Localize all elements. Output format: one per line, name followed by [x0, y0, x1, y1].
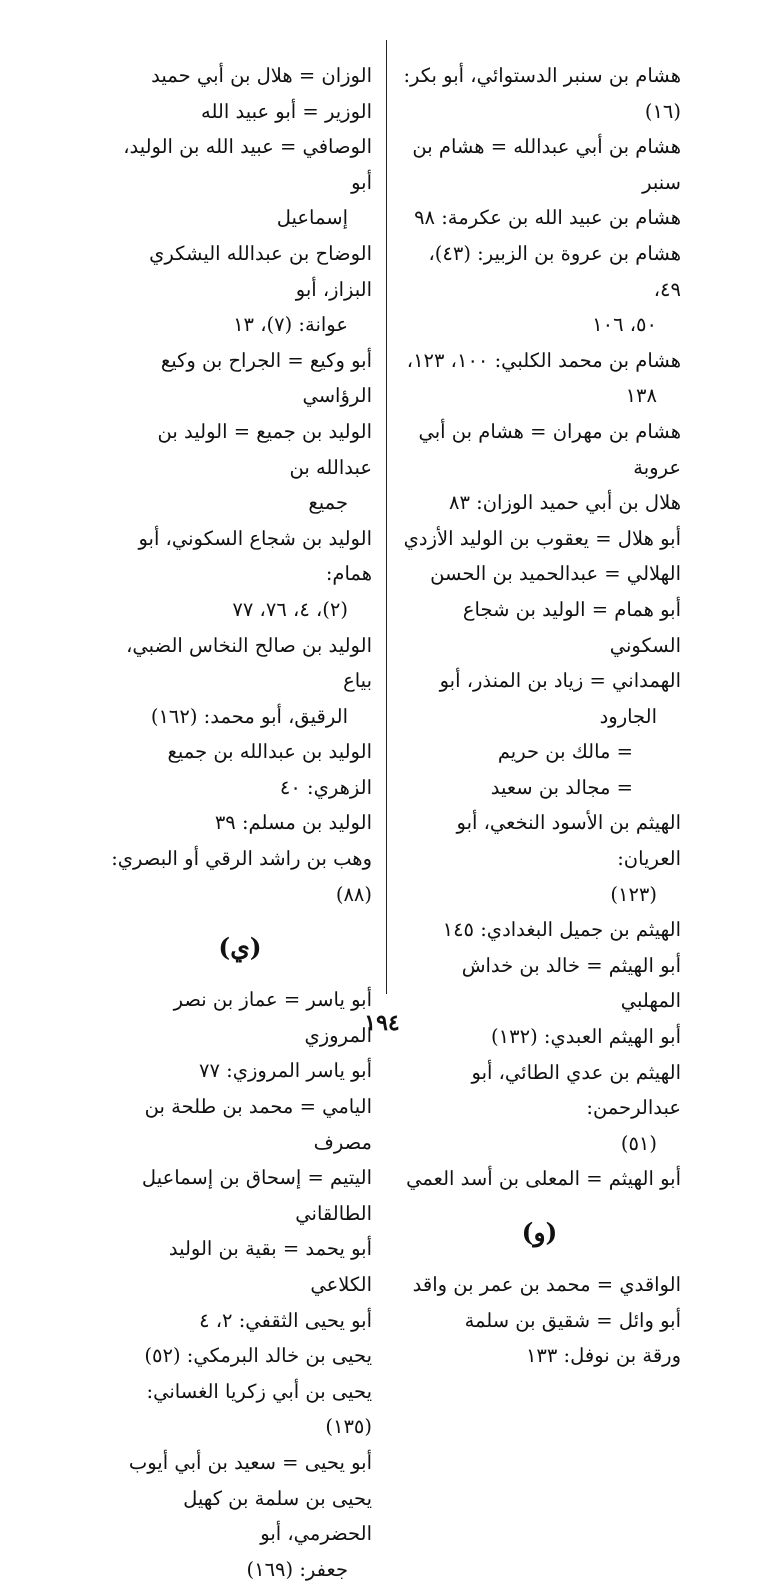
- index-entry: أبو يحيى الثقفي: ٢، ٤: [199, 1308, 372, 1332]
- index-entry: يحيى بن سلمة بن كهيل الحضرمي، أبو: [183, 1486, 372, 1546]
- index-entry: ورقة بن نوفل: ١٣٣: [525, 1344, 681, 1368]
- index-entry: يحيى بن خالد البرمكي: (٥٢): [144, 1344, 372, 1368]
- index-entry-continuation: (٥١): [620, 1131, 657, 1155]
- index-entry-continuation: (٢)، ٤، ٧٦، ٧٧: [232, 597, 348, 621]
- section-heading: (و): [521, 1218, 558, 1247]
- index-entry: الهيثم بن عدي الطائي، أبو عبدالرحمن:: [471, 1060, 681, 1120]
- index-entry: وهب بن راشد الرقي أو البصري: (٨٨): [111, 847, 372, 906]
- page-number: ١٩٤: [364, 1010, 400, 1036]
- index-entry: أبو هلال = يعقوب بن الوليد الأزدي: [403, 526, 681, 550]
- index-entry-continuation: (١٢٣): [610, 882, 657, 906]
- index-entry-continuation: جعفر: (١٦٩): [246, 1557, 348, 1581]
- index-entry: الوزير = أبو عبيد الله: [201, 99, 372, 123]
- index-entry: الوصافي = عبيد الله بن الوليد، أبو: [123, 135, 372, 194]
- index-entry: الهلالي = عبدالحميد بن الحسن: [430, 562, 681, 586]
- index-entry: أبو وكيع = الجراح بن وكيع الرؤاسي: [160, 348, 372, 408]
- index-entry: هلال بن أبي حميد الوزان: ٨٣: [448, 491, 681, 515]
- index-column-left: [108, 58, 372, 1587]
- section-heading: (ي): [218, 933, 262, 963]
- index-entry: الوضاح بن عبدالله اليشكري البزاز، أبو: [149, 241, 372, 301]
- index-column-right: [398, 58, 681, 1374]
- index-entry: هشام بن سنبر الدستوائي، أبو بكر: (١٦): [403, 64, 681, 123]
- index-entry: هشام بن محمد الكلبي: ١٠٠، ١٢٣،: [406, 348, 681, 372]
- index-entry: أبو همام = الوليد بن شجاع السكوني: [462, 597, 681, 657]
- index-entry: الوليد بن مسلم: ٣٩: [214, 811, 372, 835]
- index-entry: الوليد بن شجاع السكوني، أبو همام:: [138, 526, 372, 586]
- index-entry: أبو ياسر المروزي: ٧٧: [199, 1059, 372, 1083]
- index-entry: هشام بن أبي عبدالله = هشام بن سنبر: [412, 135, 681, 194]
- index-entry: الوليد بن جميع = الوليد بن عبدالله بن: [157, 419, 372, 479]
- index-entry: يحيى بن أبي زكريا الغساني: (١٣٥): [146, 1379, 372, 1439]
- index-entry-continuation: ١٣٨: [625, 384, 657, 408]
- index-entry: الواقدي = محمد بن عمر بن واقد: [412, 1273, 681, 1296]
- index-entry: أبو ياسر = عماز بن نصر المروزي: [173, 988, 372, 1047]
- index-entry: الهمداني = زياد بن المنذر، أبو: [439, 669, 681, 693]
- index-entry-continuation: عوانة: (٧)، ١٣: [233, 313, 348, 337]
- index-entry-continuation: جميع: [308, 491, 348, 515]
- index-entry-continuation: الرقيق، أبو محمد: (١٦٢): [150, 704, 348, 728]
- index-entry: أبو الهيثم = المعلى بن أسد العمي: [406, 1167, 681, 1191]
- index-entry: أبو يحمد = بقية بن الوليد الكلاعي: [168, 1237, 372, 1296]
- index-entry: هشام بن عروة بن الزبير: (٤٣)، ٤٩،: [428, 241, 681, 301]
- index-entry-continuation: إسماعيل: [276, 206, 348, 230]
- index-entry-continuation: ٥٠، ١٠٦: [592, 313, 657, 337]
- index-entry-continuation: الجارود: [599, 704, 657, 728]
- index-entry: اليامي = محمد بن طلحة بن مصرف: [144, 1095, 372, 1154]
- index-entry: الهيثم بن جميل البغدادي: ١٤٥: [442, 918, 681, 942]
- index-entry: الوليد بن عبدالله بن جميع الزهري: ٤٠: [167, 740, 372, 799]
- index-entry: أبو الهيثم العبدي: (١٣٢): [491, 1025, 681, 1049]
- index-entry-continuation: = مالك بن حريم: [497, 740, 633, 764]
- index-entry: أبو يحيى = سعيد بن أبي أيوب: [128, 1450, 372, 1474]
- column-divider: [386, 40, 387, 994]
- index-entry: الوزان = هلال بن أبي حميد: [151, 64, 372, 87]
- index-entry: أبو وائل = شقيق بن سلمة: [464, 1308, 681, 1332]
- index-entry: هشام بن مهران = هشام بن أبي عروبة: [418, 419, 681, 479]
- index-entry-continuation: = مجالد بن سعيد: [490, 775, 633, 799]
- index-entry: اليتيم = إسحاق بن إسماعيل الطالقاني: [141, 1166, 372, 1225]
- index-entry: أبو الهيثم = خالد بن خداش المهلبي: [461, 953, 681, 1013]
- index-entry: الوليد بن صالح النخاس الضبي، بياع: [126, 633, 372, 693]
- index-entry: هشام بن عبيد الله بن عكرمة: ٩٨: [414, 206, 681, 230]
- index-entry: الهيثم بن الأسود النخعي، أبو العريان:: [456, 811, 681, 871]
